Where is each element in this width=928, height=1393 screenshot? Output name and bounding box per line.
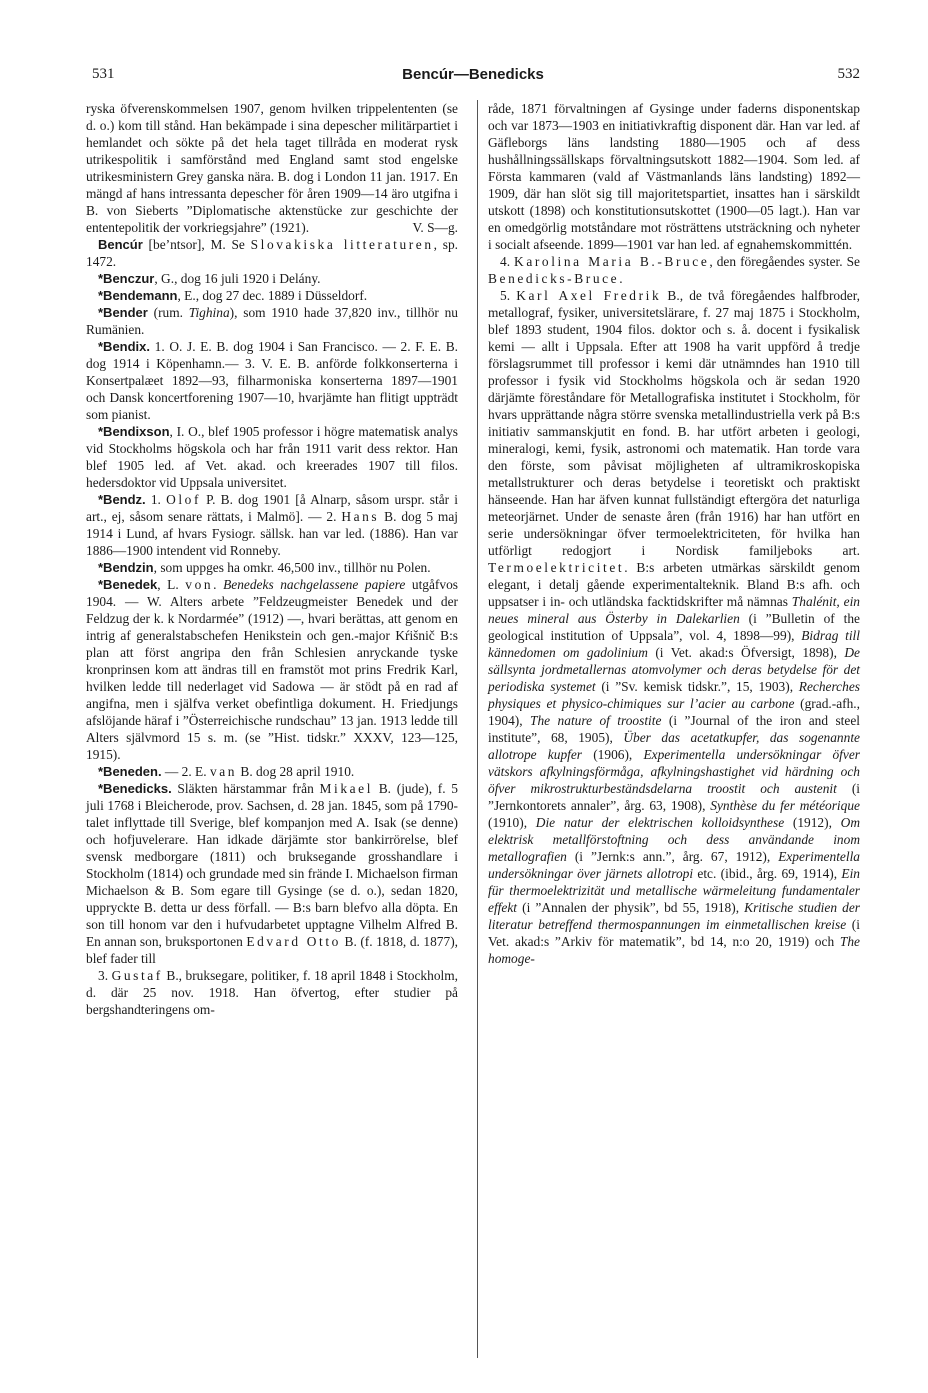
headword: *Bendix. bbox=[98, 339, 151, 354]
entry-bencur: Bencúr [be’ntsor], M. Se Slovakiska litteraturen, sp. 1472. bbox=[86, 237, 459, 269]
headword: *Benczur bbox=[98, 271, 155, 286]
entry-karl-axel-fredrik-benedicks: 5. Karl Axel Fredrik B., de två föregåendes halfbroder, metallograf, fysiker, universitetslärare, f. 27 maj 1875 i Stockholm, blef 1893 student, 1904 filos. doktor och s. å. docent i fysikalisk kemi — allt i Uppsala. Efter att 1908 ha varit uppförd å tredje förslagsrummet till professor i kemi där utnämndes han 1910 till professor i fysik vid Stockholms högskola och är sedan 1920 därjämte föreståndare för Metallografiska institutet i Stockholm, för hvars upprättande några större svenska metallindustriella verk på B:s initiativ sammanskjutit en fond. B. har utfört arbeten i geologi, mineralogi, kemi, fysik, astronomi och matematik. Han torde vara den förste, som påvisat möjligheten af ultramikroskopiska metallstrukturer och deras betydelse i teoretiskt och praktiskt hänseende. Han har äfven kunnat fullständigt eftergöra det naturliga meteorjärnet. Under de senaste åren (från 1916) har han utfört en serie undersökningar öfver termoelektriciteten, för hvilka han utförligt redogjort i Nordisk familjeboks art. Termoelektricitet. B:s arbeten utmärkas särskildt genom elegant, i detalj gående experimentalteknik. Bland B:s afh. och uppsatser i in- och utländska facktidskrifter må nämnas Thalénit, ein neues mineral aus Österby in Dalekarlien (i ”Bulletin of the geological institution of Uppsala”, vol. 4, 1898—99), Bidrag till kännedomen om gadolinium (i Vet. akad:s Öfversigt, 1898), De sällsynta jordmetallernas atomvolymer och deras betydelse för det periodiska systemet (i ”Sv. kemisk tidskr.”, 15, 1903), Recherches physiques et physico-chimiques sur l’acier au carbone (grad.-afh., 1904), The nature of troostite (i ”Journal of the iron and steel institute”, 68, 1905), Über das acetatkupfer, das sogenannte allotrope kupfer (1906), Experimentella undersökningar öfver vätskors afkylningsförmåga, afkylningshastighet vid härdning och öfver mikrostrukturbeständsdelarna troostit och austenit (i ”Jernkontorets annaler”, årg. 63, 1908), Synthèse du fer météorique (1910), Die natur der elektrischen kolloidsynthese (1912), Om elektrisk metallförstoftning och dess användande inom metallografien (i ”Jernk:s ann.”, årg. 67, 1912), Experimentella undersökningar över järnets allotropi etc. (ibid., årg. 69, 1914), Ein für thermoelektrizität und metallische wärmeleitung fundamentaler effekt (i ”Annalen der physik”, bd 55, 1918), Kritische studien der literatur betreffend thermospannungen im einmetallischen kreise (i Vet. akad:s ”Arkiv för matematik”, bd 14, n:o 20, 1919) och The homoge- bbox=[488, 288, 861, 966]
page-number-left: 531 bbox=[92, 66, 115, 82]
page-header bbox=[86, 66, 860, 90]
column-right bbox=[488, 100, 860, 967]
headword: *Bendzin bbox=[98, 560, 154, 575]
entry-benedek: *Benedek, L. von. Benedeks nachgelassene papiere utgåfvos 1904. — W. Alters arbete ”Feldzeugmeister Benedek und der Feldzug der k. k Nordarmée” (1912) —, hvari berättas, att genom en intrig af generalstabschefen Henikstein och gen.-major Kŕišnič B:s plan att först angripa den från Schlesien anryckande tyske kronprinsen kom att ändras till en framstöt mot prins Fredrik Karl, hvilken ledde till nederlaget vid Sadowa — är stödt på en rad af angifna, men i själfva verket obefintliga dokument. H. Friedjungs afslöjande häraf i ”Österreichische rundschau” 13 jan. 1913 ledde till Alters självmord 15 s. m. (se ”Hist. tidskr.” XXXV, 123—125, 1915). bbox=[86, 577, 458, 762]
headword: *Bendemann bbox=[98, 288, 178, 303]
headword: *Bendz. bbox=[98, 492, 146, 507]
entry-gustaf-benedicks: 3. Gustaf B., bruksegare, politiker, f. 18 april 1848 i Stockholm, d. där 25 nov. 1918. Han öfvertog, efter studier på bergshandteringens om- bbox=[86, 968, 459, 1017]
entry-bendz: *Bendz. 1. Olof P. B. dog 1901 [å Alnarp, såsom urspr. står i art., ej, såsom senare rättats, i Malmö]. — 2. Hans B. dog 5 maj 1914 i Lund, af hvars Fysiogr. sällsk. han var led. (1886). Han var 1886—1900 intendent vid Ronneby. bbox=[86, 492, 458, 558]
entry-bendix: *Bendix. 1. O. J. E. B. dog 1904 i San Francisco. — 2. F. E. B. dog 1914 i Köpenhamn.— 3. V. E. B. anförde folkkonserterna i Konsertpalæet 1892—93, filharmoniska konserterna 1897—1901 och Dansk koncertforening 1907—10, hvarjämte han flitigt uppträdt som pianist. bbox=[86, 339, 458, 422]
headword: *Benedicks. bbox=[98, 781, 172, 796]
column-divider bbox=[477, 100, 478, 1358]
paragraph-continuation: ryska öfverenskommelsen 1907, genom hvilken trippelententen (se d. o.) kom till stånd. Han bekämpade i sina depescher militärpartiet i hemlandet och sökte på det hela taget tillråda en moderat rysk utrikespolitik i samförstånd med England samt stod engelske utrikesministern Grey ganska nära. B. dog i London 11 jan. 1917. En mängd af hans intressanta depescher för åren 1909—14 äro utgifna i B. von Sieberts ”Diplomatische aktenstücke zur geschichte der ententepolitik der vorkriegsjahre” (1921). V. S—g. bbox=[86, 101, 458, 235]
headword: Bencúr bbox=[98, 237, 143, 252]
entry-karolina-benedicks-bruce: 4. Karolina Maria B.-Bruce, den föregåendes syster. Se Benedicks-Bruce. bbox=[488, 254, 861, 286]
author-signature: V. S—g. bbox=[412, 220, 458, 235]
entry-bender: *Bender (rum. Tighina), som 1910 hade 37,820 inv., tillhör nu Rumänien. bbox=[86, 305, 458, 337]
running-head: Bencúr—Benedicks bbox=[402, 66, 544, 83]
entry-bendzin: *Bendzin, som uppges ha omkr. 46,500 inv., tillhör nu Polen. bbox=[98, 560, 431, 575]
entry-bendixson: *Bendixson, I. O., blef 1905 professor i högre matematisk analys vid Stockholms högskola och har från 1911 varit dess rektor. Han blef 1905 led. af Vet. akad. och kreerades 1907 till filos. hedersdoktor vid Uppsala universitet. bbox=[86, 424, 458, 490]
entry-bendemann: *Bendemann, E., dog 27 dec. 1889 i Düsseldorf. bbox=[98, 288, 368, 303]
headword: *Benedek bbox=[98, 577, 158, 592]
column-left bbox=[86, 100, 458, 1018]
entry-beneden: *Beneden. — 2. E. van B. dog 28 april 1910. bbox=[98, 764, 355, 779]
entry-benczur: *Benczur, G., dog 16 juli 1920 i Delány. bbox=[98, 271, 321, 286]
headword: *Bender bbox=[98, 305, 148, 320]
headword: *Beneden. bbox=[98, 764, 162, 779]
page-number-right: 532 bbox=[837, 66, 860, 82]
entry-benedicks: *Benedicks. Släkten härstammar från Mikael B. (jude), f. 5 juli 1768 i Bleicherode, prov. Sachsen, d. 28 jan. 1845, som på 1790-talet inflyttade till Sverige, blef kompanjon med A. Isak (se denne) och hofjuvelerare. Han idkade därjämte stor bankirrörelse, blef svensk medborgare (1811) och bruksegande grosshandlare i Stockholm (1814) och grundade med sin frände I. Michaelson firman Michaelson & B. Som egare till Gysinge (se d. o.), sedan 1820, uppryckte B. detta ur dess förfall. — B:s barn blefvo alla döpta. En son till honom var den i hufvudarbetet upptagne Vilhelm Alfred B. En annan son, bruksportonen Edvard Otto B. (f. 1818, d. 1877), blef fader till bbox=[86, 781, 458, 966]
headword: *Bendixson bbox=[98, 424, 170, 439]
paragraph-continuation: råde, 1871 förvaltningen af Gysinge under faderns disponentskap och var 1873—1903 en initiativkraftig disponent där. Han var led. af Gäfleborgs läns landsting 1880—1905 och af dess hushållningssällskaps förvaltningsutskott 1882—1904. Som led. af Första kammaren (vald af Västmanlands läns landsting) 1892—1909, där han slöt sig till majoritetspartiet, insattes han i särskildt utskott (1898) och konstitutionsutskottet (1900—05 lagt.). Han var en omedgörlig motståndare mot rösträttens utsträckning och nyheter i socialt afseende. 1899—1901 var han led. af egnahemskommittén. bbox=[488, 101, 860, 252]
